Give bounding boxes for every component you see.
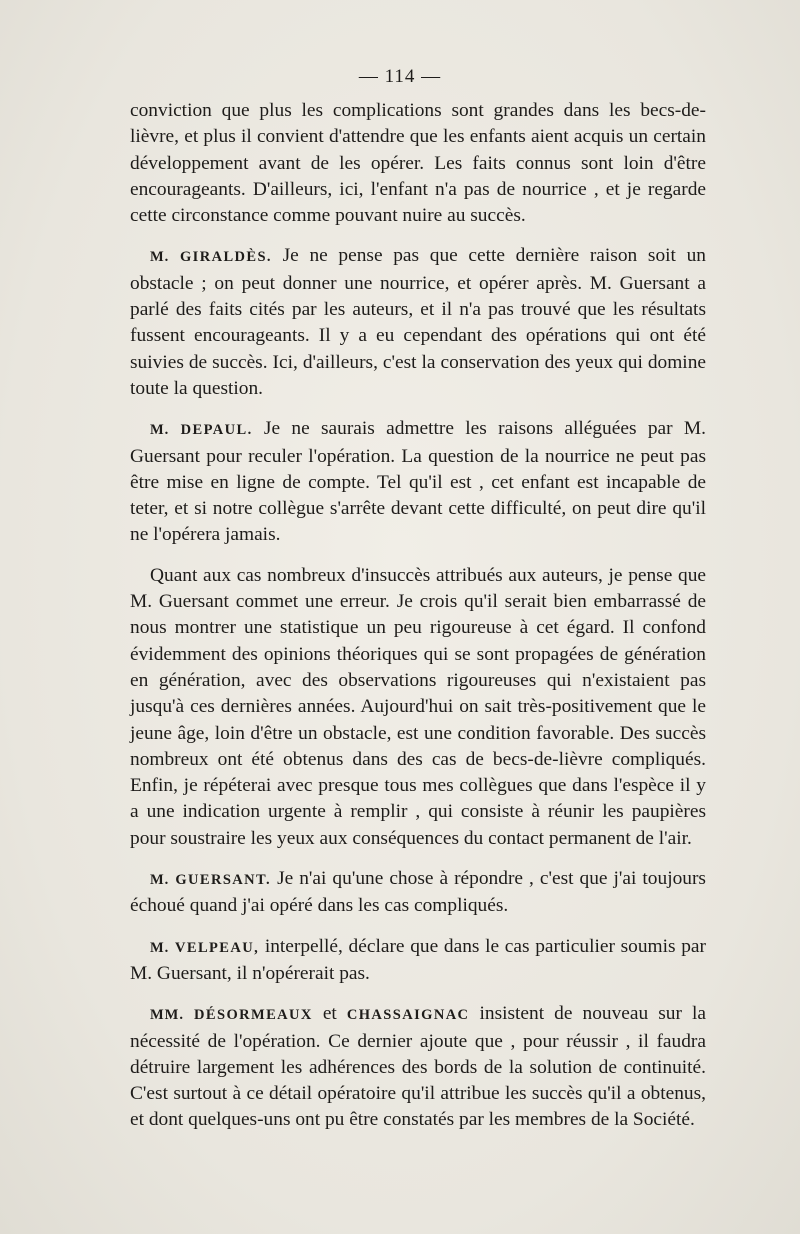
speaker-prefix: M. (150, 872, 170, 889)
paragraph-text: Je ne pense pas que cette dernière raison soit un obstacle ; on peut donner une nourrice, et opérer après. M. Guersant a parlé des faits cités par les auteurs, et il n'a pas trouvé que les résultats fussent encourageants. Il y a eu cependant des opérations qui ont été suivies de succès. Ici, d'ailleurs, c'est la conservation des yeux qui domine toute la question. (130, 245, 706, 399)
paragraph-depaul-continued (130, 563, 706, 852)
paragraph-giraldes (130, 243, 706, 402)
paragraph-text: conviction que plus les complications sont grandes dans les becs-de-lièvre, et plus il convient d'attendre que les enfants aient acquis un certain développement avant de les opérer. Les faits connus sont loin d'être encourageants. D'ailleurs, ici, l'enfant n'a pas de nourrice , et je regarde cette circonstance comme pouvant nuire au succès. (130, 100, 706, 227)
speaker-name: GUERSANT. (175, 872, 272, 889)
speaker-prefix: M. (150, 939, 170, 956)
paragraph-velpeau (130, 934, 706, 988)
paragraph-text: insistent de nouveau sur la nécessité de l'opération. Ce dernier ajoute que , pour réussir , il faudra détruire largement les adhérences des bords de la solution de continuité. C'est surtout à ce détail opératoire qu'il attribue les succès qu'il a obtenus, et dont quelques-uns ont pu être constatés par les membres de la Société. (130, 1003, 706, 1131)
paragraph-continuation (130, 98, 706, 229)
paragraph-text: Quant aux cas nombreux d'insuccès attribués aux auteurs, je pense que M. Guersant commet une erreur. Je crois qu'il serait bien embarrassé de nous montrer une statistique un peu rigoureuse à cet égard. Il confond évidemment des opinions théoriques qui se sont propagées de génération en génération, avec des observations rigoureuses qui n'existaient pas jusqu'à ces dernières années. Aujourd'hui on sait très-positivement que le jeune âge, loin d'être un obstacle, est une condition favorable. Des succès nombreux ont été obtenus dans des cas de becs-de-lièvre compliqués. Enfin, je répéterai avec presque tous mes collègues que dans l'espèce il y a une indication urgente à remplir , qui consiste à réunir les paupières pour soustraire les yeux aux conséquences du contact permanent de l'air. (130, 564, 706, 849)
speaker-joiner: et (322, 1003, 337, 1025)
speaker-name-2: CHASSAIGNAC (346, 1007, 470, 1024)
speaker-name: DEPAUL. (180, 422, 253, 439)
body-text (130, 98, 706, 1148)
speaker-prefix: M. (150, 422, 170, 439)
speaker-name: GIRALDÈS. (179, 249, 272, 266)
paragraph-depaul (130, 416, 706, 548)
speaker-name: VELPEAU, (175, 939, 260, 956)
paragraph-text: interpellé, déclare que dans le cas particulier soumis par M. Guersant, il n'opérerait pas. (130, 935, 706, 984)
speaker-name: DÉSORMEAUX (194, 1007, 313, 1024)
paragraph-desormeaux-chassaignac (130, 1001, 706, 1133)
paragraph-text: Je ne saurais admettre les raisons alléguées par M. Guersant pour reculer l'opération. La question de la nourrice ne peut pas être mise en ligne de compte. Tel qu'il est , cet enfant est incapable de teter, et si notre collègue s'arrête devant cette difficulté, on peut dire qu'il ne l'opérera jamais. (130, 418, 706, 546)
paragraph-guersant (130, 866, 706, 920)
paragraph-text: Je n'ai qu'une chose à répondre , c'est que j'ai toujours échoué quand j'ai opéré dans les cas compliqués. (130, 868, 706, 917)
speaker-prefix: M. (150, 249, 170, 266)
page-number: — 114 — (358, 66, 442, 87)
speaker-prefix: MM. (150, 1007, 184, 1024)
